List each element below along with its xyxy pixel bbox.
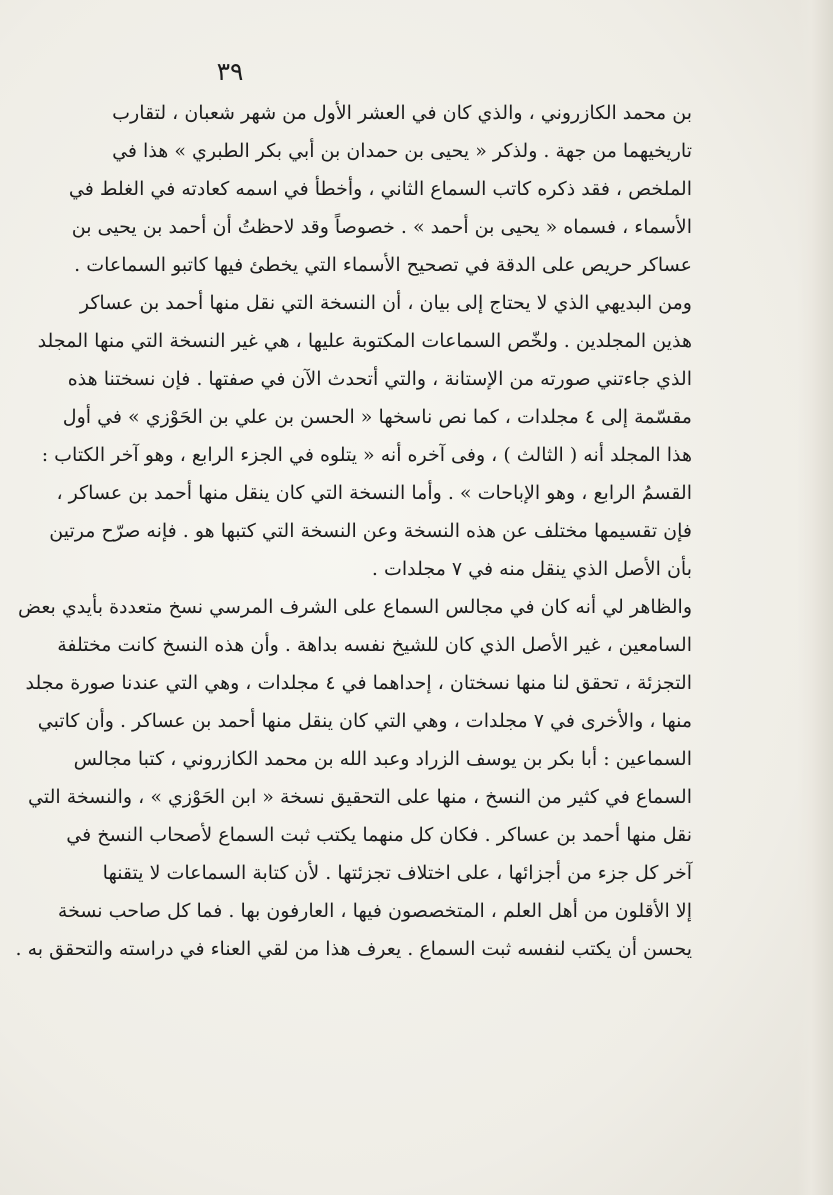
text-line: هذين المجلدين . ولخّص السماعات المكتوبة عليها ، هي غير النسخة التي منها المجلد — [37, 330, 692, 352]
text-line: والظاهر لي أنه كان في مجالس السماع على الشرف المرسي نسخ متعددة بأيدي بعض — [18, 596, 692, 618]
text-line: عساكر حريص على الدقة في تصحيح الأسماء التي يخطئ فيها كاتبو السماعات . — [74, 254, 692, 276]
text-line: السماع في كثير من النسخ ، منها على التحقيق نسخة « ابن الحَوْزي » ، والنسخة التي — [28, 786, 692, 808]
text-line: القسمُ الرابع ، وهو الإباحات » . وأما النسخة التي كان ينقل منها أحمد بن عساكر ، — [56, 482, 692, 504]
body-text — [15, 94, 692, 968]
text-line: السامعين ، غير الأصل الذي كان للشيخ نفسه بداهة . وأن هذه النسخ كانت مختلفة — [57, 634, 692, 656]
text-line: آخر كل جزء من أجزائها ، على اختلاف تجزئتها . لأن كتابة السماعات لا يتقنها — [102, 862, 692, 884]
text-line: الذي جاءتني صورته من الإستانة ، والتي أتحدث الآن في صفتها . فإن نسختنا هذه — [67, 368, 692, 390]
text-line: مقسّمة إلى ٤ مجلدات ، كما نص ناسخها « الحسن بن علي بن الحَوْزي » في أول — [62, 406, 692, 428]
text-line: منها ، والأخرى في ٧ مجلدات ، وهي التي كان ينقل منها أحمد بن عساكر . وأن كاتبي — [37, 710, 692, 732]
text-line: التجزئة ، تحقق لنا منها نسختان ، إحداهما في ٤ مجلدات ، وهي التي عندنا صورة مجلد — [25, 672, 692, 694]
page-edge-shadow — [797, 0, 833, 1195]
text-line: الأسماء ، فسماه « يحيى بن أحمد » . خصوصاً وقد لاحظتُ أن أحمد بن يحيى بن — [71, 216, 692, 238]
text-line: بأن الأصل الذي ينقل منه في ٧ مجلدات . — [371, 558, 692, 580]
text-line: تاريخيهما من جهة . ولذكر « يحيى بن حمدان بن أبي بكر الطبري » هذا في — [112, 140, 692, 162]
text-line: إلا الأقلون من أهل العلم ، المتخصصون فيها ، العارفون بها . فما كل صاحب نسخة — [57, 900, 692, 922]
text-line: هذا المجلد أنه ( الثالث ) ، وفى آخره أنه « يتلوه في الجزء الرابع ، وهو آخر الكتاب : — [41, 444, 692, 466]
text-line: نقل منها أحمد بن عساكر . فكان كل منهما يكتب ثبت السماع لأصحاب النسخ في — [66, 824, 692, 846]
text-line: يحسن أن يكتب لنفسه ثبت السماع . يعرف هذا من لقي العناء في دراسته والتحقق به . — [15, 938, 692, 960]
text-line: السماعين : أبا بكر بن يوسف الزراد وعبد الله بن محمد الكازروني ، كتبا مجالس — [73, 748, 692, 770]
text-line: فإن تقسيمها مختلف عن هذه النسخة وعن النسخة التي كتبها هو . فإنه صرّح مرتين — [49, 520, 692, 542]
text-line: ومن البديهي الذي لا يحتاج إلى بيان ، أن النسخة التي نقل منها أحمد بن عساكر — [79, 292, 692, 314]
text-line: بن محمد الكازروني ، والذي كان في العشر الأول من شهر شعبان ، لتقارب — [112, 102, 692, 124]
page-number: ٣٩ — [216, 57, 244, 86]
text-line: الملخص ، فقد ذكره كاتب السماع الثاني ، وأخطأ في اسمه كعادته في الغلط في — [68, 178, 692, 200]
